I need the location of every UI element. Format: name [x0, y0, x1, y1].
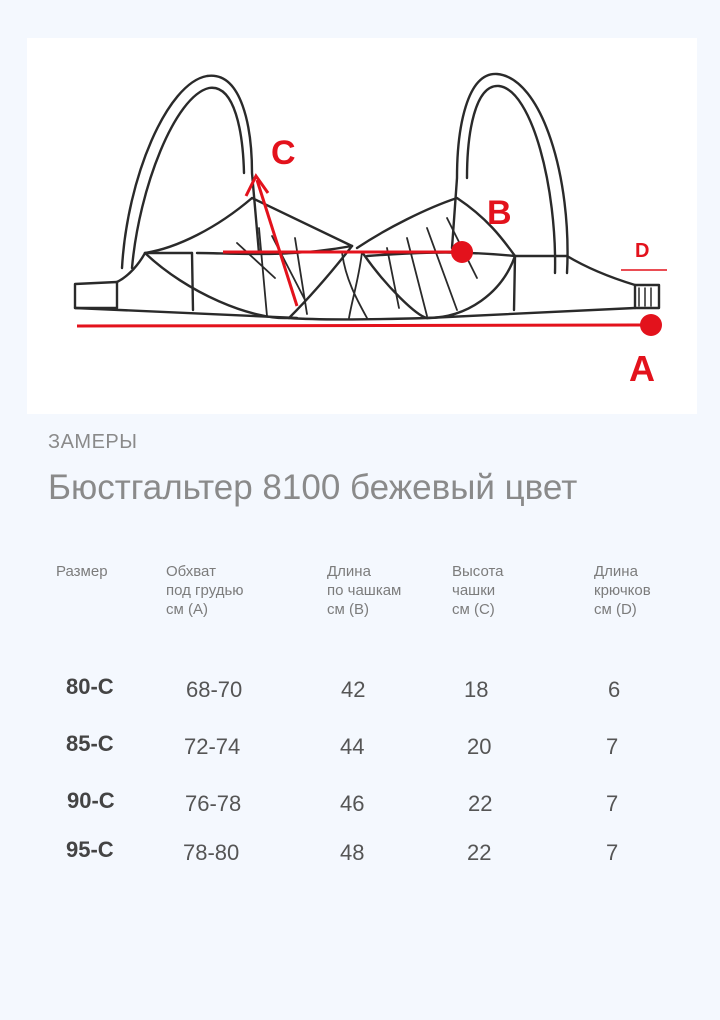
cell-cup-height: 22	[467, 840, 492, 865]
cell-cup-height: 22	[468, 791, 493, 816]
marker-d-label: D	[635, 240, 650, 262]
header-underbust: Обхват под грудью см (A)	[166, 563, 244, 618]
header-hook-length: Длина крючков см (D)	[594, 563, 651, 618]
cell-cup-length: 42	[341, 677, 366, 702]
cell-underbust: 78-80	[183, 840, 240, 865]
cell-hook-length: 6	[608, 677, 621, 702]
marker-b-label: B	[487, 194, 512, 232]
cell-cup-length: 48	[340, 840, 365, 865]
measure-a-line	[77, 314, 662, 336]
header-cup-length: Длина по чашкам см (B)	[327, 563, 402, 618]
cell-hook-length: 7	[606, 840, 619, 865]
marker-c-label: C	[271, 134, 296, 172]
cell-cup-height: 20	[467, 734, 492, 759]
section-label: ЗАМЕРЫ	[48, 431, 138, 453]
left-cup	[145, 198, 352, 253]
cell-size: 90-C	[67, 788, 115, 813]
cell-hook-length: 7	[606, 734, 619, 759]
bra-outline-drawing	[27, 38, 697, 414]
cell-size: 95-C	[66, 837, 114, 862]
right-strap	[452, 74, 568, 273]
cell-cup-length: 44	[340, 734, 365, 759]
cell-underbust: 72-74	[184, 734, 241, 759]
header-size: Размер	[56, 563, 108, 580]
cell-cup-height: 18	[464, 677, 489, 702]
measurement-diagram	[27, 38, 697, 414]
cell-size: 85-C	[66, 731, 114, 756]
product-title: Бюстгальтер 8100 бежевый цвет	[48, 468, 578, 507]
marker-a-label: A	[629, 348, 655, 389]
cell-size: 80-C	[66, 674, 114, 699]
cell-underbust: 68-70	[186, 677, 243, 702]
cell-hook-length: 7	[606, 791, 619, 816]
cell-cup-length: 46	[340, 791, 365, 816]
header-cup-height: Высота чашки см (C)	[452, 563, 504, 618]
cell-underbust: 76-78	[185, 791, 242, 816]
